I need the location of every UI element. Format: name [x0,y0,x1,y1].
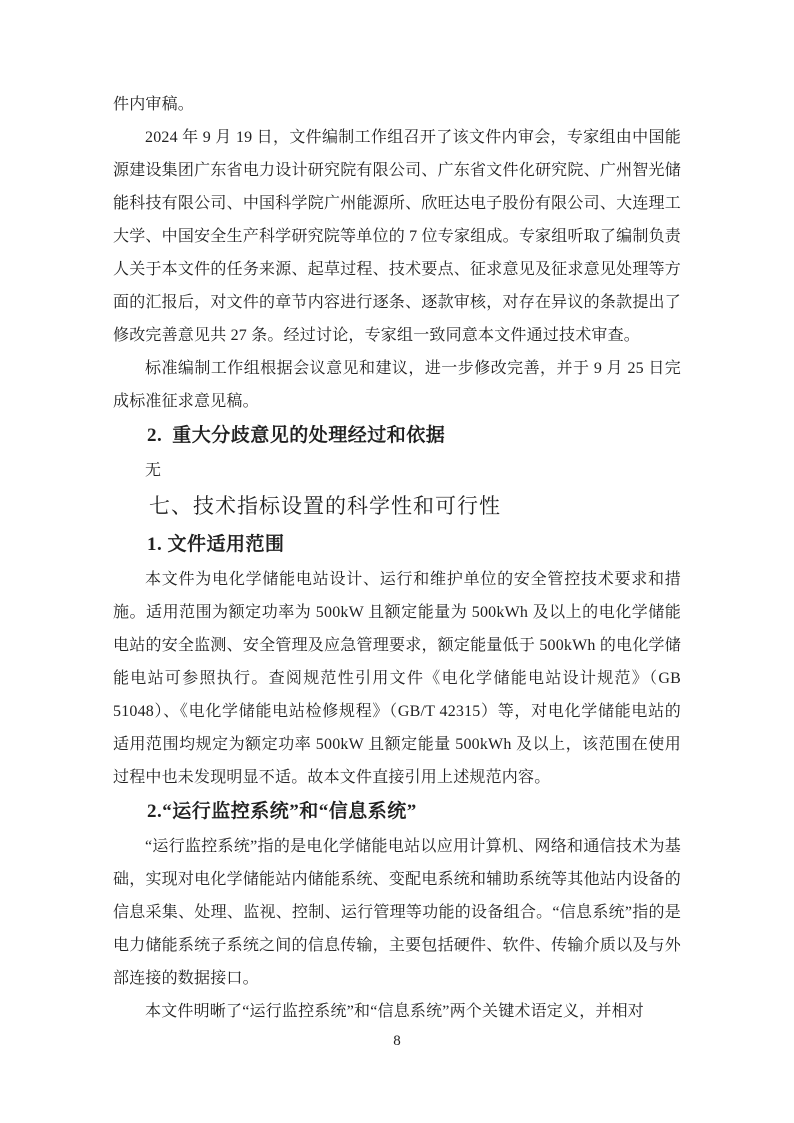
page-content [113,88,681,1028]
heading-major-disagreements: 2. 重大分歧意见的处理经过和依据 [147,425,446,446]
heading-section7-technical-indicators: 七、技术指标设置的科学性和可行性 [149,495,501,518]
paragraph-systems-definitions: “运行监控系统”指的是电化学储能电站以应用计算机、网络和通信技术为基础，实现对电化学储能站内储能系统、变配电系统和辅助系统等其他站内设备的信息采集、处理、监视、控制、运行管理等功能的设备组合。“信息系统”指的是电力储能系统子系统之间的信息传输，主要包括硬件、软件、传输介质以及与外部连接的数据接口。 [113,838,681,987]
paragraph-terms-clarification: 本文件明晰了“运行监控系统”和“信息系统”两个关键术语定义，并相对 [145,1003,645,1020]
heading-monitoring-and-information-systems: 2.“运行监控系统”和“信息系统” [147,801,417,822]
paragraph-draft-completion: 标准编制工作组根据会议意见和建议，进一步修改完善，并于 9 月 25 日完成标准征求意见稿。 [113,360,681,410]
heading-scope-of-application: 1. 文件适用范围 [147,534,285,555]
page-footer [0,1030,794,1052]
paragraph-scope-details: 本文件为电化学储能电站设计、运行和维护单位的安全管控技术要求和措施。适用范围为额定功率为 500kW 且额定能量为 500kWh 及以上的电化学储能电站的安全监测、安全管理及应急管理要求，额定能量低于 500kWh 的电化学储能电站可参照执行。查阅规范性引用文件《电化学储能电站设计规范》（GB 51048）、《电化学储能电站检修规程》（GB/T 42315）等，对电化学储能电站的适用范围均规定为额定功率 500kW 且额定能量 500kWh 及以上，该范围在使用过程中也未发现明显不适。故本文件直接引用上述规范内容。 [113,571,681,786]
paragraph-none: 无 [145,462,162,479]
paragraph-review-meeting: 2024 年 9 月 19 日，文件编制工作组召开了该文件内审会，专家组由中国能源建设集团广东省电力设计研究院有限公司、广东省文件化研究院、广州智光储能科技有限公司、中国科学院广州能源所、欣旺达电子股份有限公司、大连理工大学、中国安全生产科学研究院等单位的 7 位专家组成。专家组听取了编制负责人关于本文件的任务来源、起草过程、技术要点、征求意见及征求意见处理等方面的汇报后，对文件的章节内容进行逐条、逐款审核，对存在异议的条款提出了修改完善意见共 27 条。经过讨论，专家组一致同意本文件通过技术审查。 [113,129,681,344]
page-number: 8 [393,1033,401,1049]
paragraph-internal-review-draft: 件内审稿。 [113,96,195,113]
